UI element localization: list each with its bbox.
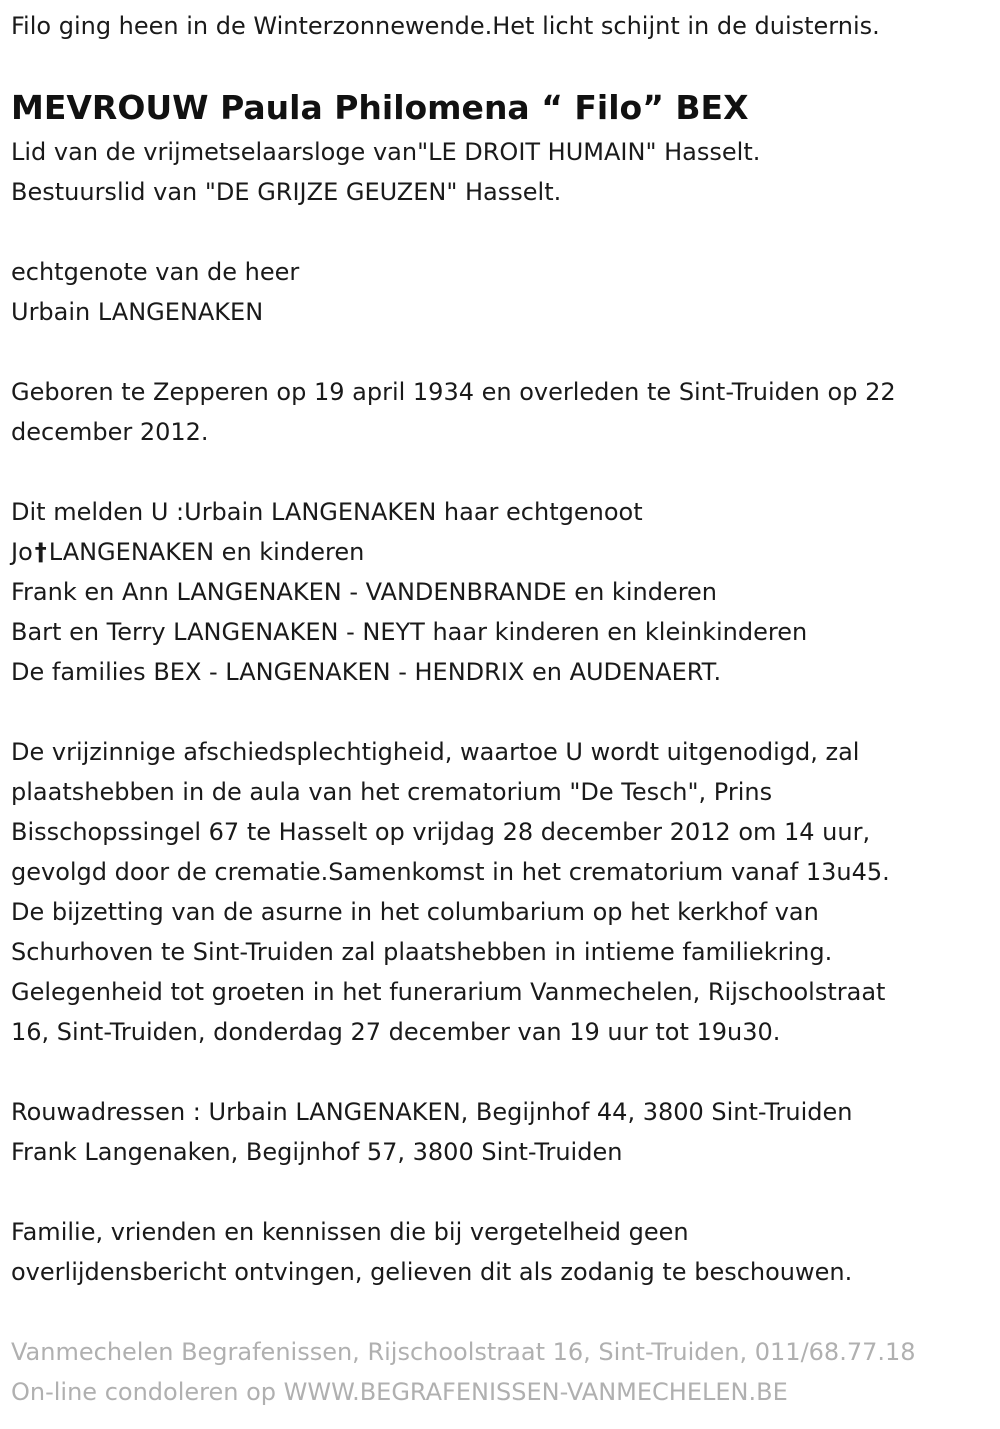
announcer-line: De families BEX - LANGENAKEN - HENDRIX en AUDENAERT. xyxy=(11,658,722,686)
ceremony-line: gevolgd door de crematie.Samenkomst in het crematorium vanaf 13u45. xyxy=(11,858,890,886)
ceremony-line: De bijzetting van de asurne in het columbarium op het kerkhof van xyxy=(11,898,819,926)
ceremony-line: Gelegenheid tot groeten in het funerarium Vanmechelen, Rijschoolstraat xyxy=(11,978,886,1006)
announcer-line: Bart en Terry LANGENAKEN - NEYT haar kinderen en kleinkinderen xyxy=(11,618,808,646)
ceremony-line: Bisschopssingel 67 te Hasselt op vrijdag 28 december 2012 om 14 uur, xyxy=(11,818,871,846)
intro-text: Filo ging heen in de Winterzonnewende.Het licht schijnt in de duisternis. xyxy=(11,12,880,40)
birth-death-line: december 2012. xyxy=(11,418,209,446)
spouse-line: echtgenote van de heer xyxy=(11,258,300,286)
funeral-home-info: Vanmechelen Begrafenissen, Rijschoolstraat 16, Sint-Truiden, 011/68.77.18 xyxy=(11,1338,916,1366)
spouse-name: Urbain LANGENAKEN xyxy=(11,298,264,326)
ceremony-line: De vrijzinnige afschiedsplechtigheid, waartoe U wordt uitgenodigd, zal xyxy=(11,738,860,766)
announcer-line xyxy=(11,532,996,572)
announcer-line: Dit melden U :Urbain LANGENAKEN haar echtgenoot xyxy=(11,498,643,526)
birth-death-line: Geboren te Zepperen op 19 april 1934 en overleden te Sint-Truiden op 22 xyxy=(11,378,896,406)
ceremony-line: Schurhoven te Sint-Truiden zal plaatshebben in intieme familiekring. xyxy=(11,938,833,966)
announcer-name: Jo xyxy=(11,538,33,566)
affiliation-line: Lid van de vrijmetselaarsloge van"LE DROIT HUMAIN" Hasselt. xyxy=(11,138,761,166)
notice-line: overlijdensbericht ontvingen, gelieven dit als zodanig te beschouwen. xyxy=(11,1258,853,1286)
announcer-line: Frank en Ann LANGENAKEN - VANDENBRANDE en kinderen xyxy=(11,578,718,606)
deceased-name: MEVROUW Paula Philomena “ Filo” BEX xyxy=(11,88,749,127)
ceremony-line: 16, Sint-Truiden, donderdag 27 december van 19 uur tot 19u30. xyxy=(11,1018,781,1046)
condolence-website: On-line condoleren op WWW.BEGRAFENISSEN-VANMECHELEN.BE xyxy=(11,1378,788,1406)
announcer-surname: LANGENAKEN en kinderen xyxy=(48,538,365,566)
address-line: Frank Langenaken, Begijnhof 57, 3800 Sint-Truiden xyxy=(11,1138,623,1166)
cross-icon: † xyxy=(34,538,47,566)
obituary-document xyxy=(11,0,996,1412)
ceremony-line: plaatshebben in de aula van het crematorium "De Tesch", Prins xyxy=(11,778,773,806)
notice-line: Familie, vrienden en kennissen die bij vergetelheid geen xyxy=(11,1218,689,1246)
affiliation-line: Bestuurslid van "DE GRIJZE GEUZEN" Hasselt. xyxy=(11,178,562,206)
address-line: Rouwadressen : Urbain LANGENAKEN, Begijnhof 44, 3800 Sint-Truiden xyxy=(11,1098,853,1126)
